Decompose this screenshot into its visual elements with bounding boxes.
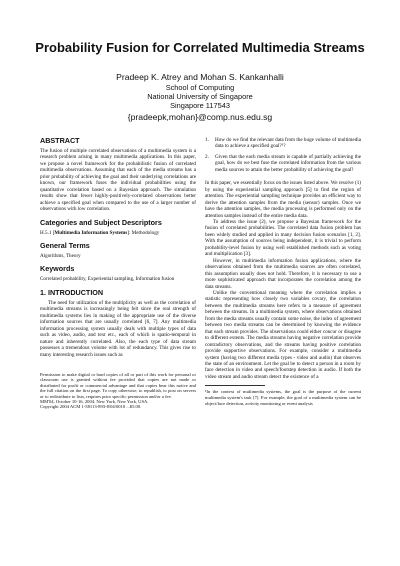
general-terms-heading: General Terms	[40, 240, 90, 250]
introduction-heading: 1. INTRODUCTION	[40, 287, 104, 297]
author-email: {pradeepk,mohan}@comp.nus.edu.sg	[127, 111, 273, 122]
author-university: National University of Singapore	[147, 91, 253, 101]
right-column	[205, 137, 361, 406]
question-list	[205, 137, 361, 173]
footnote: ¹In the context of multimedia systems, the goal is the purpose of the current multimedia system's task [7]. For example, the goal of a multimedia system can be object/face detection, activity monitoring or event analysis	[205, 389, 361, 406]
categories-text: H.5.1 [Multimedia Information Systems]: Methodology	[40, 229, 160, 236]
left-column	[40, 137, 196, 410]
question-item: 2. Given that the each media stream is capable of partially achieving the goal, how do we best fuse the correlated information from the various media sources to attain the better probability of achieving the goal?	[205, 153, 361, 173]
conference-line: MM'04, October 10-16, 2004, New York, New York, USA.	[40, 399, 149, 404]
question-item: 1. How do we find the relevant data from the huge volume of multimedia data to achieve a specified goal?¹?	[205, 137, 361, 150]
footnote-divider	[205, 385, 265, 386]
keywords-heading: Keywords	[40, 264, 75, 274]
abstract-text: The fusion of multiple correlated observations of a multimedia system is a research problem arising in many multimedia applications. In this paper, we propose a novel framework for the probabilistic fusion of correlated multimedia observations. Assuming that each of the media streams has a prior probability of achieving the goal and their underlying correlations are known, our framework fuses the individual probabilities using the quantitative correlation based on a Bayesian approach. The simulation results show that fewer highly-positively-correlated observations better achieve a specified goal when compared to the use of a larger number of observations with low correlation.	[40, 148, 196, 213]
categories-heading: Categories and Subject Descriptors	[40, 217, 162, 227]
body-paragraph: To address the issue (2), we propose a Bayesian framework for the fusion of correlated probabilities. The correlated data fusion problem has been widely studied and applied in many decision fusion scenarios [1, 2]. With the assumption of sources being independent, it is trivial to perform probability-level fusion by using well established methods such as voting and multiplication [3].	[205, 218, 361, 258]
author-block	[0, 72, 400, 122]
author-city: Singapore 117543	[170, 101, 230, 111]
abstract-heading: ABSTRACT	[40, 136, 80, 145]
body-paragraph: Unlike the conventional meaning where the correlation implies a statistic representing how closely two variables covary, the correlation between the multimedia streams here refers to a measure of agreement between the streams. In a multimedia system, where observations obtained from the media streams usually contain some noise, the index of agreement between two media streams can be determined by knowing the evidence that each stream provides. The observations could either concur or disagree to different extents. The media streams having negative correlation provide contradictory observations, and the streams having positive correlation provide supportive observations. For example, consider a multimedia system (having two different media types - video and audio) that observes the state of an environment. Let the goal be to detect a person in a room by face detection in video and speech/footstep detection in audio. If both the video stream and audio stream detect the existence of a	[205, 289, 361, 380]
general-terms-text: Algorithms, Theory	[40, 252, 81, 259]
author-department: School of Computing	[165, 82, 235, 92]
body-paragraph: In this paper, we essentially focus on the issues listed above. We resolve (1) by using the experiential sampling approach [5] to find the region of attention. The experiential sampling technique provides an efficient way to derive the attention samples from the media (sensor) samples. Once we have the attention samples, the media processing is performed only on the attention samples instead of the entire media data.	[205, 180, 361, 219]
permission-text: Permission to make digital or hard copies of all or part of this work for personal or classroom use is granted without fee provided that copies are not made or distributed for profit or commercial advantage and that copies bear this notice and the full citation on the first page. To copy otherwise, to republish, to post on servers or to redistribute to lists, requires prior specific permission and/or a fee.	[40, 371, 196, 399]
keywords-text: Correlated probability, Experiential sampling, Information fusion	[40, 276, 175, 283]
body-paragraph: However, in multimedia information fusion applications, where the observations obtained from the multimedia sources are often correlated, this assumption usually does not hold. Therefore, it is necessary to use a more sophisticated approach that incorporates the correlation among the data streams.	[205, 257, 361, 290]
permission-notice	[40, 372, 196, 410]
copyright-line: Copyright 2004 ACM 1-58113-893-8/04/0010 ...$5.00.	[40, 404, 142, 410]
author-names: Pradeep K. Atrey and Mohan S. Kankanhalli	[116, 72, 284, 82]
paper-title: Probability Fusion for Correlated Multimedia Streams	[35, 40, 365, 55]
introduction-text: The need for utilization of the multiplicity as well as the correlation of multimedia streams is increasingly being felt since the real strength of multimedia systems lies in making of the appropriate use of the diverse information sources that are usually correlated [6, 7]. Any multimedia information processing system usually deals with multiple types of data such as video, audio, and text etc., each of which is spatio-temporal in nature and inherently correlated. Also, the each type of data stream possesses a tremendous volume with lot of redundancy. This gives rise to many interesting research issues such as	[40, 299, 196, 358]
